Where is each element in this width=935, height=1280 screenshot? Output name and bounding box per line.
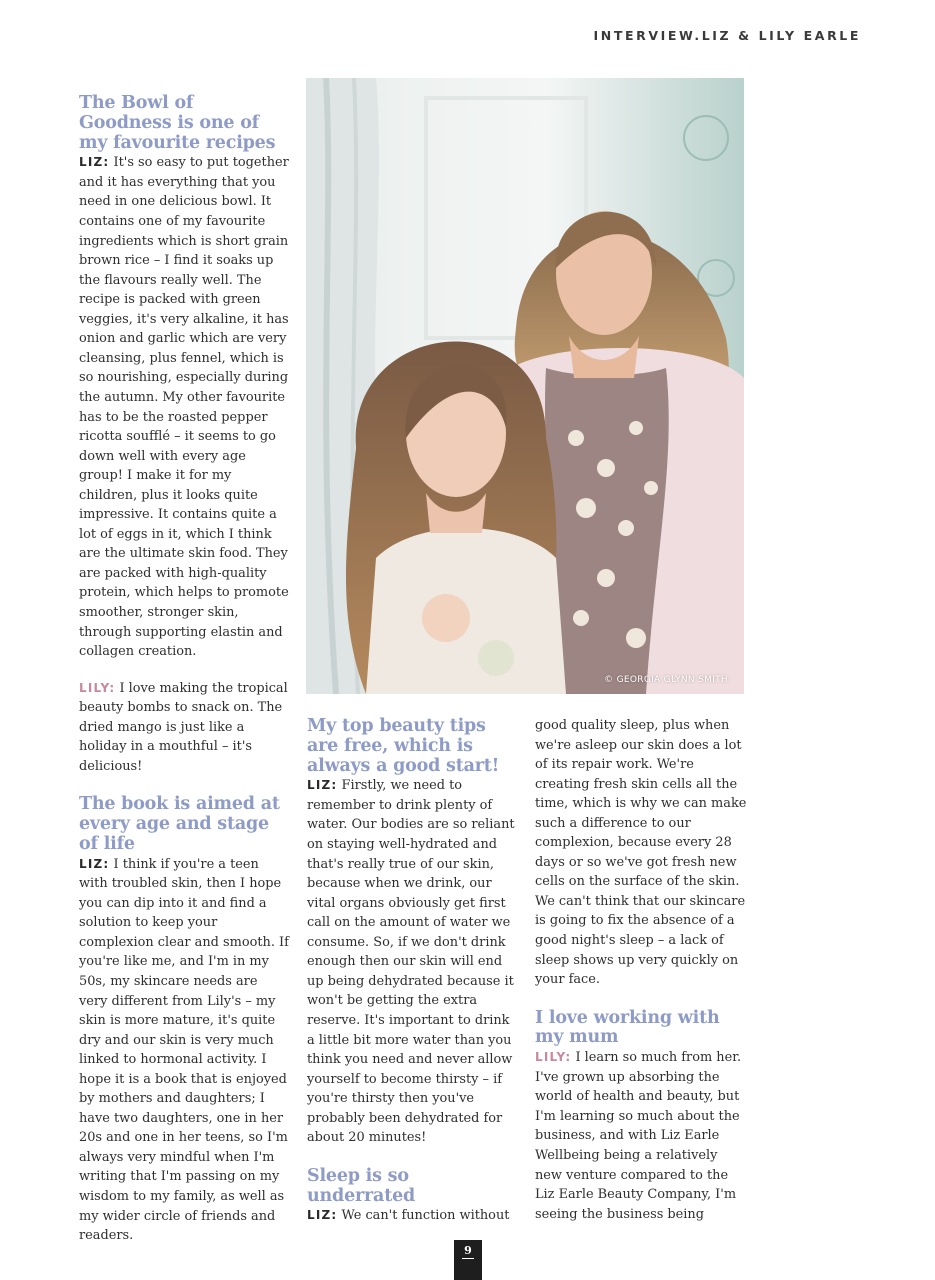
paragraph-text: Firstly, we need to remember to drink plenty of water. Our bodies are so reliant on staying well-hydrated and that's really true of our skin, because when we drink, our vital organs obviously get first call on the amount of water we consume. So, if we don't drink enough then our skin will end up being dehydrated because it won't be getting the extra reserve. It's important to drink a little bit more water than you think you need and never allow yourself to become thirsty – if you're thirsty then you've probably been dehydrated for about 20 minutes! <box>307 778 515 1146</box>
section-heading-bowl-of-goodness: The Bowl of Goodness is one of my favourite recipes <box>79 93 276 153</box>
paragraph <box>79 855 289 1246</box>
right-column <box>535 716 747 1224</box>
page-number-tab <box>454 1240 482 1280</box>
article-subject: LIZ & LILY EARLE <box>701 28 861 43</box>
section-heading-beauty-tips: My top beauty tips are free, which is always a good start! <box>307 716 500 776</box>
photo-illustration <box>306 78 744 694</box>
speaker-label: LILY: <box>535 1050 572 1065</box>
paragraph <box>307 1206 519 1226</box>
speaker-label: LILY: <box>79 680 116 695</box>
section-heading-working-with-mum: I love working with my mum <box>535 1007 720 1048</box>
paragraph <box>79 153 289 661</box>
paragraph-text: I learn so much from her. I've grown up absorbing the world of health and beauty, but I'm learning so much about the business, and with Liz Earle Wellbeing being a relatively new venture compared to the Liz Earle Beauty Company, I'm seeing the business being <box>535 1050 742 1222</box>
speaker-label: LIZ: <box>307 778 338 793</box>
paragraph <box>535 716 747 990</box>
speaker-label: LIZ: <box>79 856 110 871</box>
paragraph-text: It's so easy to put together and it has everything that you need in one delicious bowl. It contains one of my favourite ingredients which is short grain brown rice – I find it soaks up the flavours really well. The recipe is packed with green veggies, it's very alkaline, it has onion and garlic which are very cleansing, plus fennel, which is so nourishing, especially during the autumn. My other favourite has to be the roasted pepper ricotta soufflé – it seems to go down well with every age group! I make it for my children, plus it looks quite impressive. It contains quite a lot of eggs in it, which I think are the ultimate skin food. They are packed with high-quality protein, which helps to promote smoother, stronger skin, through supporting elastin and collagen creation. <box>79 155 289 660</box>
speaker-label: LIZ: <box>79 155 110 170</box>
paragraph-text: We can't function without <box>341 1208 510 1224</box>
paragraph <box>307 776 519 1147</box>
paragraph-text: I think if you're a teen with troubled skin, then I hope you can dip into it and find a solution to keep your complexion clear and smooth. If you're like me, and I'm in my 50s, my skincare needs are very different from Lily's – my skin is more mature, it's quite dry and our skin is very much linked to hormonal activity. I hope it is a book that is enjoyed by mothers and daughters; I have two daughters, one in her 20s and one in her teens, so I'm always very mindful when I'm writing that I'm passing on my wisdom to my family, as well as my wider circle of friends and readers. <box>79 856 289 1244</box>
section-heading-book-aimed: The book is aimed at every age and stage of life <box>79 794 280 854</box>
section-heading-sleep: Sleep is so underrated <box>307 1165 416 1206</box>
paragraph-text: I love making the tropical beauty bombs to snack on. The dried mango is just like a holiday in a mouthful – it's delicious! <box>79 680 288 774</box>
middle-column <box>307 717 519 1226</box>
page-number: 9 <box>464 1244 472 1257</box>
photo-credit: © GEORGIA GLYNN SMITH <box>604 675 728 685</box>
portrait-photo <box>306 78 744 694</box>
paragraph-text: good quality sleep, plus when we're asleep our skin does a lot of its repair work. We're creating fresh skin cells all the time, which is why we can make such a difference to our complexion, because every 28 days or so we've got fresh new cells on the surface of the skin. We can't think that our skincare is going to fix the absence of a good night's sleep – a lack of sleep shows up very quickly on your face. <box>535 718 747 988</box>
section-label: INTERVIEW. <box>593 28 702 43</box>
paragraph <box>535 1048 747 1224</box>
speaker-label: LIZ: <box>307 1208 338 1223</box>
running-head <box>594 28 861 43</box>
left-column <box>79 94 289 1246</box>
paragraph <box>79 679 289 777</box>
